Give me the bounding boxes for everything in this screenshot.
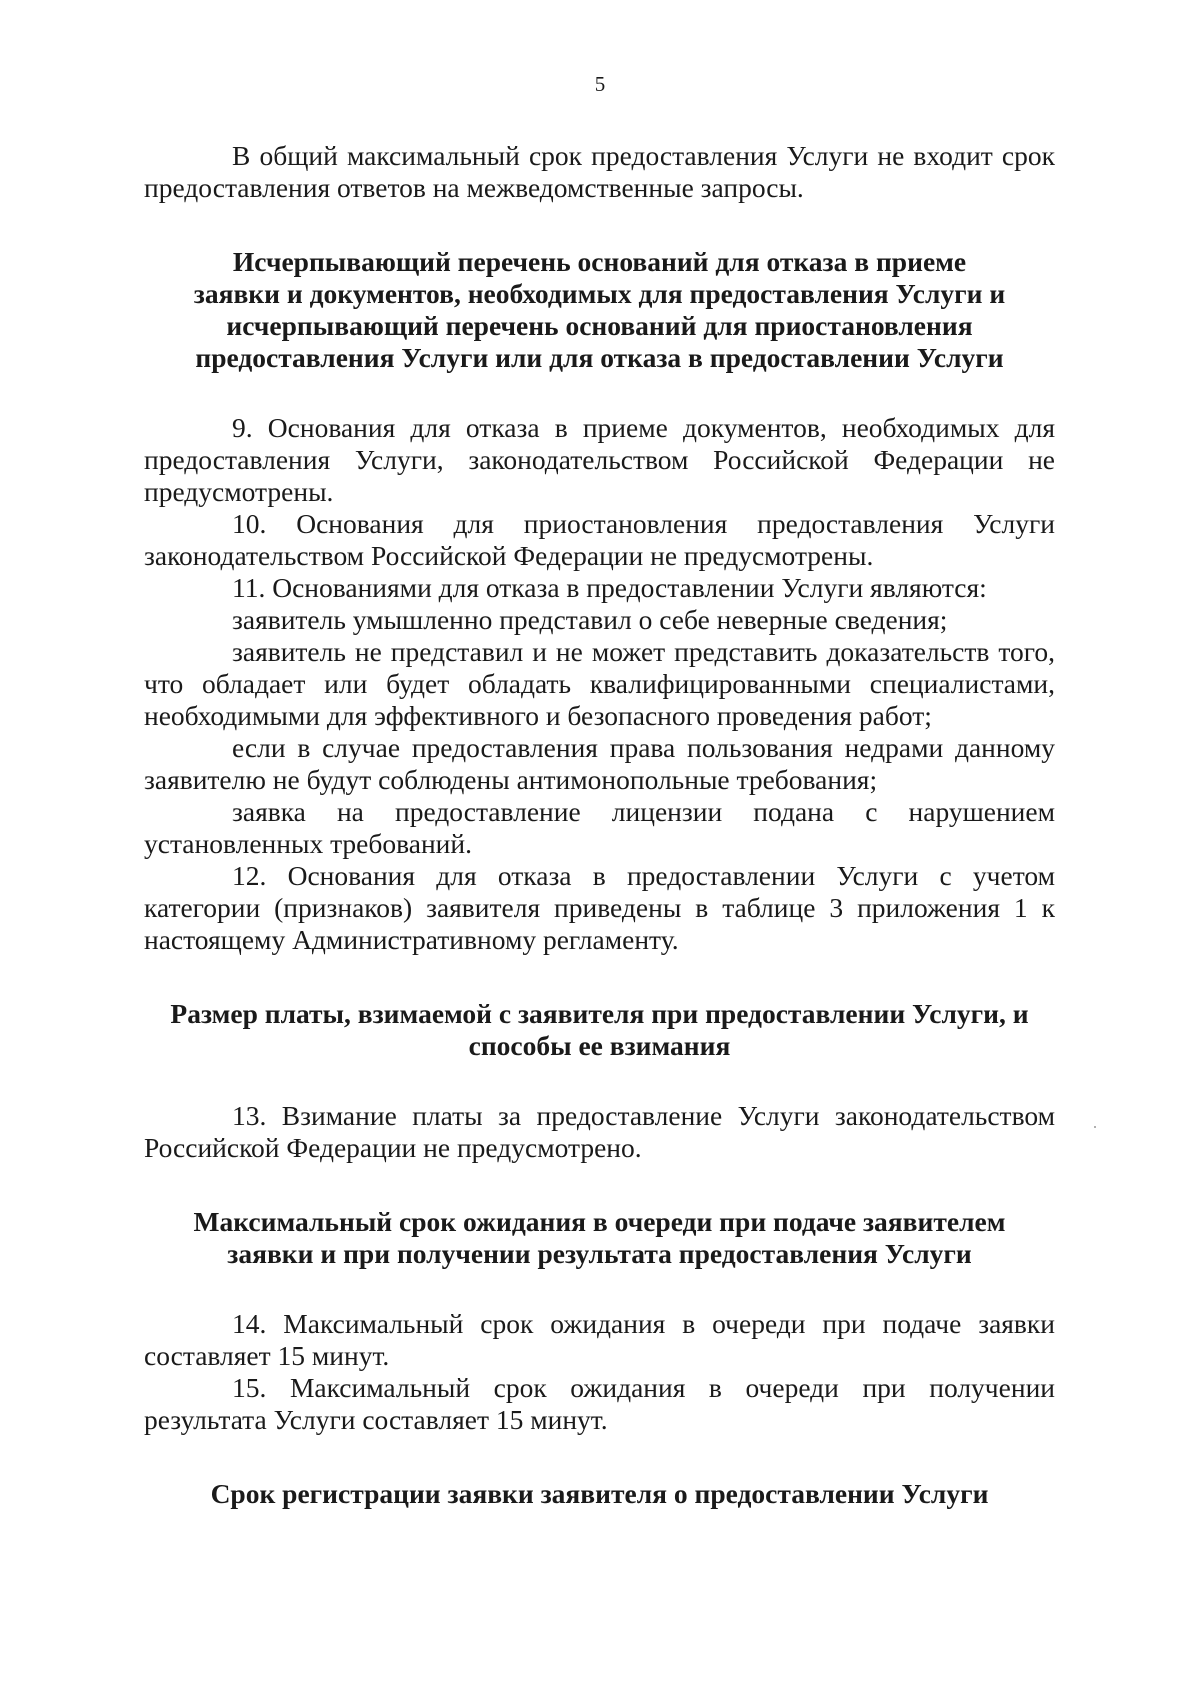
page-number: 5 xyxy=(594,72,606,96)
heading-line: Исчерпывающий перечень оснований для отказа в приеме xyxy=(232,246,967,277)
paragraph-13: 13. Взимание платы за предоставление Услуги законодательством Российской Федерации не предусмотрено. xyxy=(144,1100,1055,1163)
refusal-reason: если в случае предоставления права пользования недрами данному заявителю не будут соблюдены антимонопольные требования; xyxy=(144,732,1055,795)
heading-line: Размер платы, взимаемой с заявителя при предоставлении Услуги, и xyxy=(170,998,1029,1029)
heading-queue xyxy=(144,1206,1055,1270)
paragraph-9: 9. Основания для отказа в приеме документов, необходимых для предоставления Услуги, законодательством Российской Федерации не предусмотрены. xyxy=(144,412,1055,507)
heading-line: предоставления Услуги или для отказа в предоставлении Услуги xyxy=(195,342,1004,373)
intro-paragraph: В общий максимальный срок предоставления Услуги не входит срок предоставления ответов на межведомственные запросы. xyxy=(144,140,1055,203)
heading-fee xyxy=(144,998,1055,1062)
paragraph-11: 11. Основаниями для отказа в предоставлении Услуги являются: xyxy=(232,572,987,603)
heading-refusal-grounds xyxy=(144,246,1055,374)
heading-line: способы ее взимания xyxy=(468,1030,731,1061)
paragraph-15: 15. Максимальный срок ожидания в очереди при получении результата Услуги составляет 15 минут. xyxy=(144,1372,1055,1435)
heading-line: исчерпывающий перечень оснований для приостановления xyxy=(226,310,973,341)
refusal-reason: заявитель не представил и не может представить доказательств того, что обладает или будет обладать квалифицированными специалистами, необходимыми для эффективного и безопасного проведения работ; xyxy=(144,636,1055,731)
paragraph-12: 12. Основания для отказа в предоставлении Услуги с учетом категории (признаков) заявителя приведены в таблице 3 приложения 1 к настоящему Административному регламенту. xyxy=(144,860,1055,955)
paragraph-14: 14. Максимальный срок ожидания в очереди при подаче заявки составляет 15 минут. xyxy=(144,1308,1055,1371)
page-content xyxy=(144,140,1055,1510)
refusal-reason: заявитель умышленно представил о себе неверные сведения; xyxy=(232,604,948,635)
heading-line: Максимальный срок ожидания в очереди при подаче заявителем xyxy=(193,1206,1006,1237)
heading-line: Срок регистрации заявки заявителя о предоставлении Услуги xyxy=(210,1478,989,1509)
paragraph-10: 10. Основания для приостановления предоставления Услуги законодательством Российской Федерации не предусмотрены. xyxy=(144,508,1055,571)
heading-registration xyxy=(144,1478,1055,1510)
heading-line: заявки и при получении результата предоставления Услуги xyxy=(227,1238,972,1269)
scan-mark xyxy=(1094,1126,1096,1128)
heading-line: заявки и документов, необходимых для предоставления Услуги и xyxy=(193,278,1006,309)
refusal-reason: заявка на предоставление лицензии подана с нарушением установленных требований. xyxy=(144,796,1055,859)
